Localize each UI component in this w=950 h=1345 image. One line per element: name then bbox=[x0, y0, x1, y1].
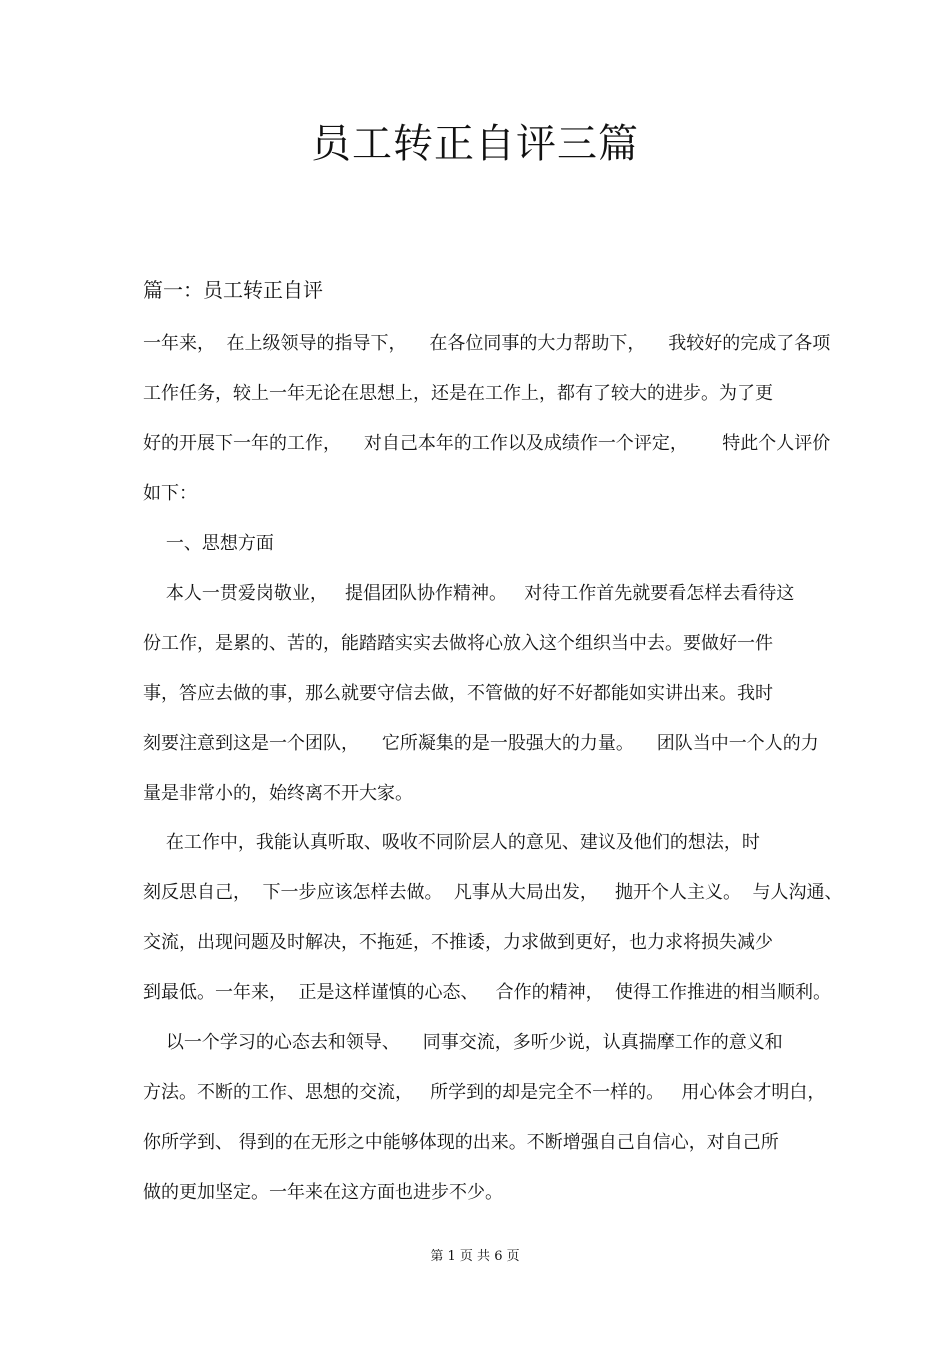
text-line: 量是非常小的，始终离不开大家。 bbox=[143, 783, 413, 804]
text-line: 工作任务，较上一年无论在思想上，还是在工作上，都有了较大的进步。为了更 bbox=[143, 383, 773, 404]
text-line: 做的更加坚定。一年来在这方面也进步不少。 bbox=[143, 1182, 503, 1203]
text-line: 如下： bbox=[143, 483, 197, 504]
section-heading: 篇一：员工转正自评 bbox=[143, 278, 323, 302]
subheading: 一、思想方面 bbox=[143, 533, 274, 554]
text-line: 刻要注意到这是一个团队， 它所凝集的是一股强大的力量。 团队当中一个人的力 bbox=[143, 733, 819, 754]
text-line: 你所学到、 得到的在无形之中能够体现的出来。不断增强自己自信心，对自己所 bbox=[143, 1132, 779, 1153]
text-line: 好的开展下一年的工作， 对自己本年的工作以及成绩作一个评定， 特此个人评价 bbox=[143, 433, 831, 454]
text-line: 一年来， 在上级领导的指导下， 在各位同事的大力帮助下， 我较好的完成了各项 bbox=[143, 333, 831, 354]
text-line: 份工作，是累的、苦的，能踏踏实实去做将心放入这个组织当中去。要做好一件 bbox=[143, 633, 773, 654]
text-line: 事，答应去做的事，那么就要守信去做，不管做的好不好都能如实讲出来。我时 bbox=[143, 683, 773, 704]
page-footer: 第 1 页 共 6 页 bbox=[430, 1249, 520, 1264]
text-line: 交流，出现问题及时解决，不拖延，不推诿，力求做到更好，也力求将损失减少 bbox=[143, 932, 773, 953]
text-line: 刻反思自己， 下一步应该怎样去做。 凡事从大局出发， 抛开个人主义。 与人沟通、 bbox=[143, 882, 843, 903]
text-line: 到最低。一年来， 正是这样谨慎的心态、 合作的精神， 使得工作推进的相当顺利。 bbox=[143, 982, 832, 1003]
text-line: 方法。不断的工作、思想的交流， 所学到的却是完全不一样的。 用心体会才明白， bbox=[143, 1082, 826, 1103]
text-line: 本人一贯爱岗敬业， 提倡团队协作精神。 对待工作首先就要看怎样去看待这 bbox=[143, 583, 795, 604]
text-line: 在工作中，我能认真听取、吸收不同阶层人的意见、建议及他们的想法，时 bbox=[143, 832, 760, 853]
text-line: 以一个学习的心态去和领导、 同事交流，多听少说，认真揣摩工作的意义和 bbox=[143, 1032, 783, 1053]
document-title: 员工转正自评三篇 bbox=[311, 121, 639, 167]
